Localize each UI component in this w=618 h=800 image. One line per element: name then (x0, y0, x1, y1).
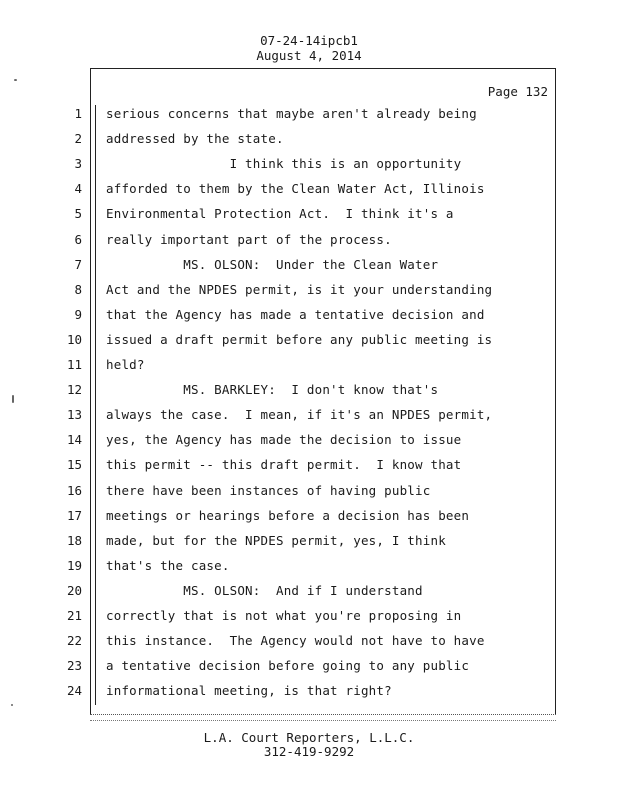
line-number: 10 (66, 331, 82, 347)
line-number: 20 (66, 582, 82, 598)
line-number: 13 (66, 407, 82, 423)
line-number: 8 (74, 281, 82, 297)
court-reporter-name: L.A. Court Reporters, L.L.C. (203, 730, 415, 745)
transcript-line: yes, the Agency has made the decision to issue (106, 432, 462, 448)
line-number: 7 (74, 256, 82, 272)
scan-speck (14, 79, 17, 81)
line-number: 5 (74, 206, 82, 222)
document-header (0, 33, 618, 63)
line-number: 12 (66, 382, 82, 398)
line-number: 18 (66, 532, 82, 548)
line-number: 23 (66, 658, 82, 674)
transcript-line: Act and the NPDES permit, is it your understanding (106, 281, 493, 297)
line-number: 16 (66, 482, 82, 498)
line-number: 21 (66, 608, 82, 623)
page-number: Page 132 (487, 84, 548, 99)
transcript-line: I think this is an opportunity (106, 156, 462, 172)
transcript-line: Environmental Protection Act. I think it's a (106, 206, 454, 222)
transcript-line: MS. BARKLEY: I don't know that's (106, 382, 439, 398)
transcript-line: MS. OLSON: And if I understand (106, 582, 423, 598)
line-number: 24 (66, 683, 82, 699)
line-number: 11 (66, 357, 82, 372)
transcript-line: this instance. The Agency would not have to have (106, 633, 485, 649)
document-date: August 4, 2014 (256, 48, 362, 63)
transcript-line: afforded to them by the Clean Water Act, Illinois (106, 181, 485, 197)
line-number: 1 (74, 106, 82, 121)
line-number: 4 (74, 181, 82, 197)
line-number: 14 (66, 432, 82, 448)
transcript-line: MS. OLSON: Under the Clean Water (106, 256, 439, 272)
margin-rule (95, 105, 96, 705)
transcript-line: really important part of the process. (106, 231, 392, 247)
line-number: 6 (74, 231, 82, 247)
transcript-line: held? (106, 357, 145, 372)
line-number: 17 (66, 507, 82, 523)
line-number: 2 (74, 131, 82, 147)
transcript-line: that the Agency has made a tentative decision and (106, 306, 485, 322)
line-number: 15 (66, 457, 82, 473)
transcript-line: made, but for the NPDES permit, yes, I think (106, 532, 446, 548)
transcript-line: serious concerns that maybe aren't already being (106, 106, 477, 121)
scan-speck (12, 395, 14, 403)
line-number: 19 (66, 557, 82, 573)
document-footer (0, 731, 618, 759)
transcript-line: that's the case. (106, 557, 230, 573)
frame-bottom-border (90, 714, 556, 721)
transcript-line: there have been instances of having public (106, 482, 431, 498)
transcript-line: addressed by the state. (106, 131, 284, 147)
line-number: 3 (74, 156, 82, 172)
transcript-line: correctly that is not what you're proposing in (106, 608, 462, 623)
scan-speck (11, 704, 13, 706)
transcript-line: meetings or hearings before a decision has been (106, 507, 470, 523)
document-id: 07-24-14ipcb1 (260, 33, 358, 48)
line-number: 22 (66, 633, 82, 649)
transcript-line: this permit -- this draft permit. I know that (106, 457, 462, 473)
court-reporter-phone: 312-419-9292 (263, 744, 355, 759)
transcript-line: always the case. I mean, if it's an NPDES permit, (106, 407, 493, 423)
transcript-line: issued a draft permit before any public meeting is (106, 331, 493, 347)
transcript-line: informational meeting, is that right? (106, 683, 392, 699)
transcript-line: a tentative decision before going to any public (106, 658, 470, 674)
line-number: 9 (74, 306, 82, 322)
